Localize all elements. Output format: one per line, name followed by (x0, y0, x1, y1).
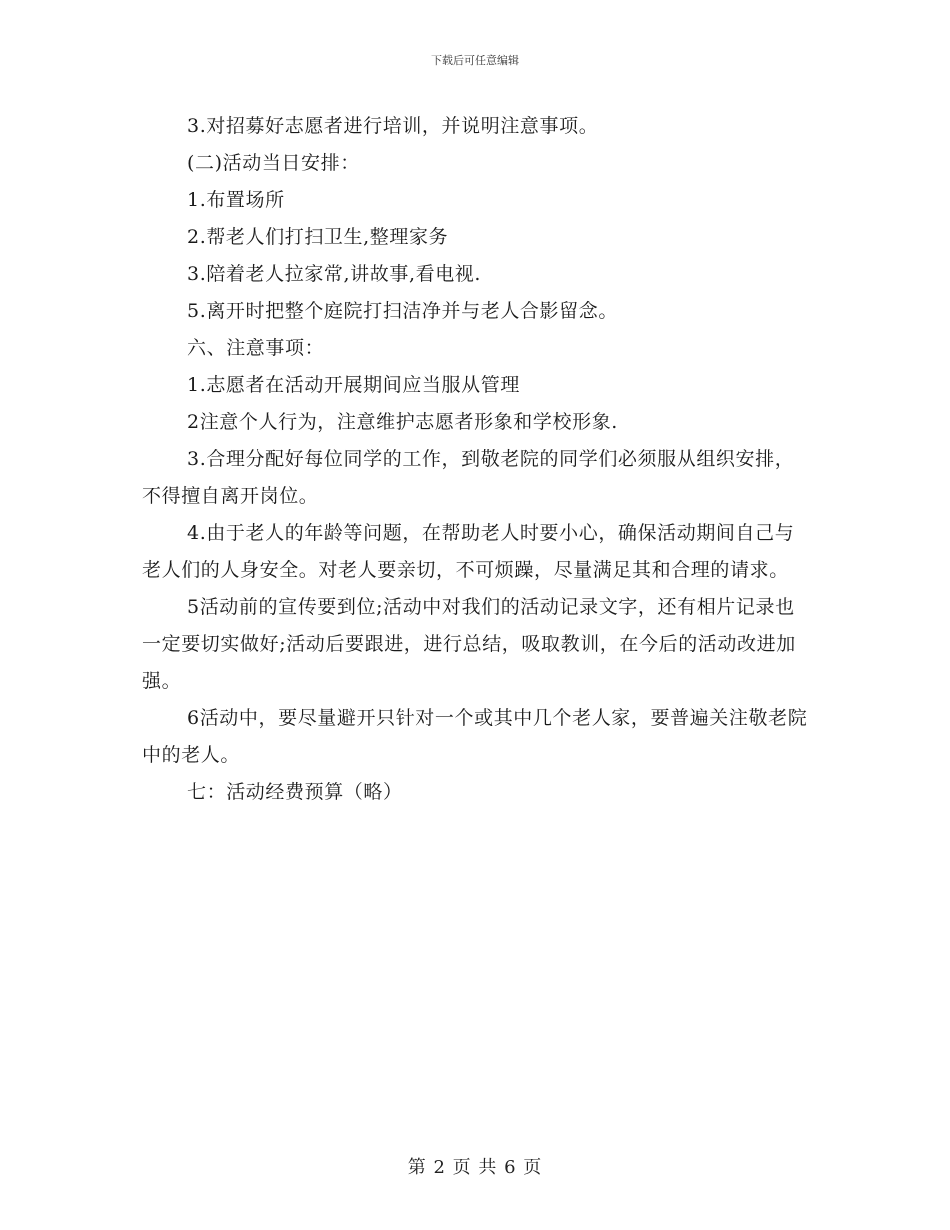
paragraph: 6活动中，要尽量避开只针对一个或其中几个老人家，要普遍关注敬老院中的老人。 (142, 707, 808, 766)
paragraph: 5活动前的宣传要到位;活动中对我们的活动记录文字，还有相片记录也一定要切实做好;活动后要跟进，进行总结，吸取教训，在今后的活动改进加强。 (142, 596, 796, 692)
paragraph: 1.布置场所 (187, 189, 285, 211)
paragraph: 2注意个人行为，注意维护志愿者形象和学校形象. (187, 411, 618, 433)
document-body (142, 108, 812, 811)
paragraph: 3.合理分配好每位同学的工作，到敬老院的同学们必须服从组织安排，不得擅自离开岗位。 (142, 448, 795, 507)
page-number: 第 2 页 共 6 页 (407, 1157, 543, 1178)
paragraph: 5.离开时把整个庭院打扫洁净并与老人合影留念。 (187, 300, 618, 322)
header-note: 下载后可任意编辑 (431, 54, 519, 67)
section-heading: 六、注意事项： (187, 337, 325, 359)
section-heading: 七：活动经费预算（略） (187, 781, 403, 803)
paragraph: 3.陪着老人拉家常,讲故事,看电视. (187, 263, 482, 285)
paragraph: 1.志愿者在活动开展期间应当服从管理 (187, 374, 520, 396)
section-heading: (二)活动当日安排： (187, 152, 360, 174)
paragraph: 3.对招募好志愿者进行培训，并说明注意事项。 (187, 115, 599, 137)
paragraph: 2.帮老人们打扫卫生,整理家务 (187, 226, 449, 248)
paragraph: 4.由于老人的年龄等问题，在帮助老人时要小心，确保活动期间自己与老人们的人身安全。对老人要亲切，不可烦躁，尽量满足其和合理的请求。 (142, 522, 795, 581)
